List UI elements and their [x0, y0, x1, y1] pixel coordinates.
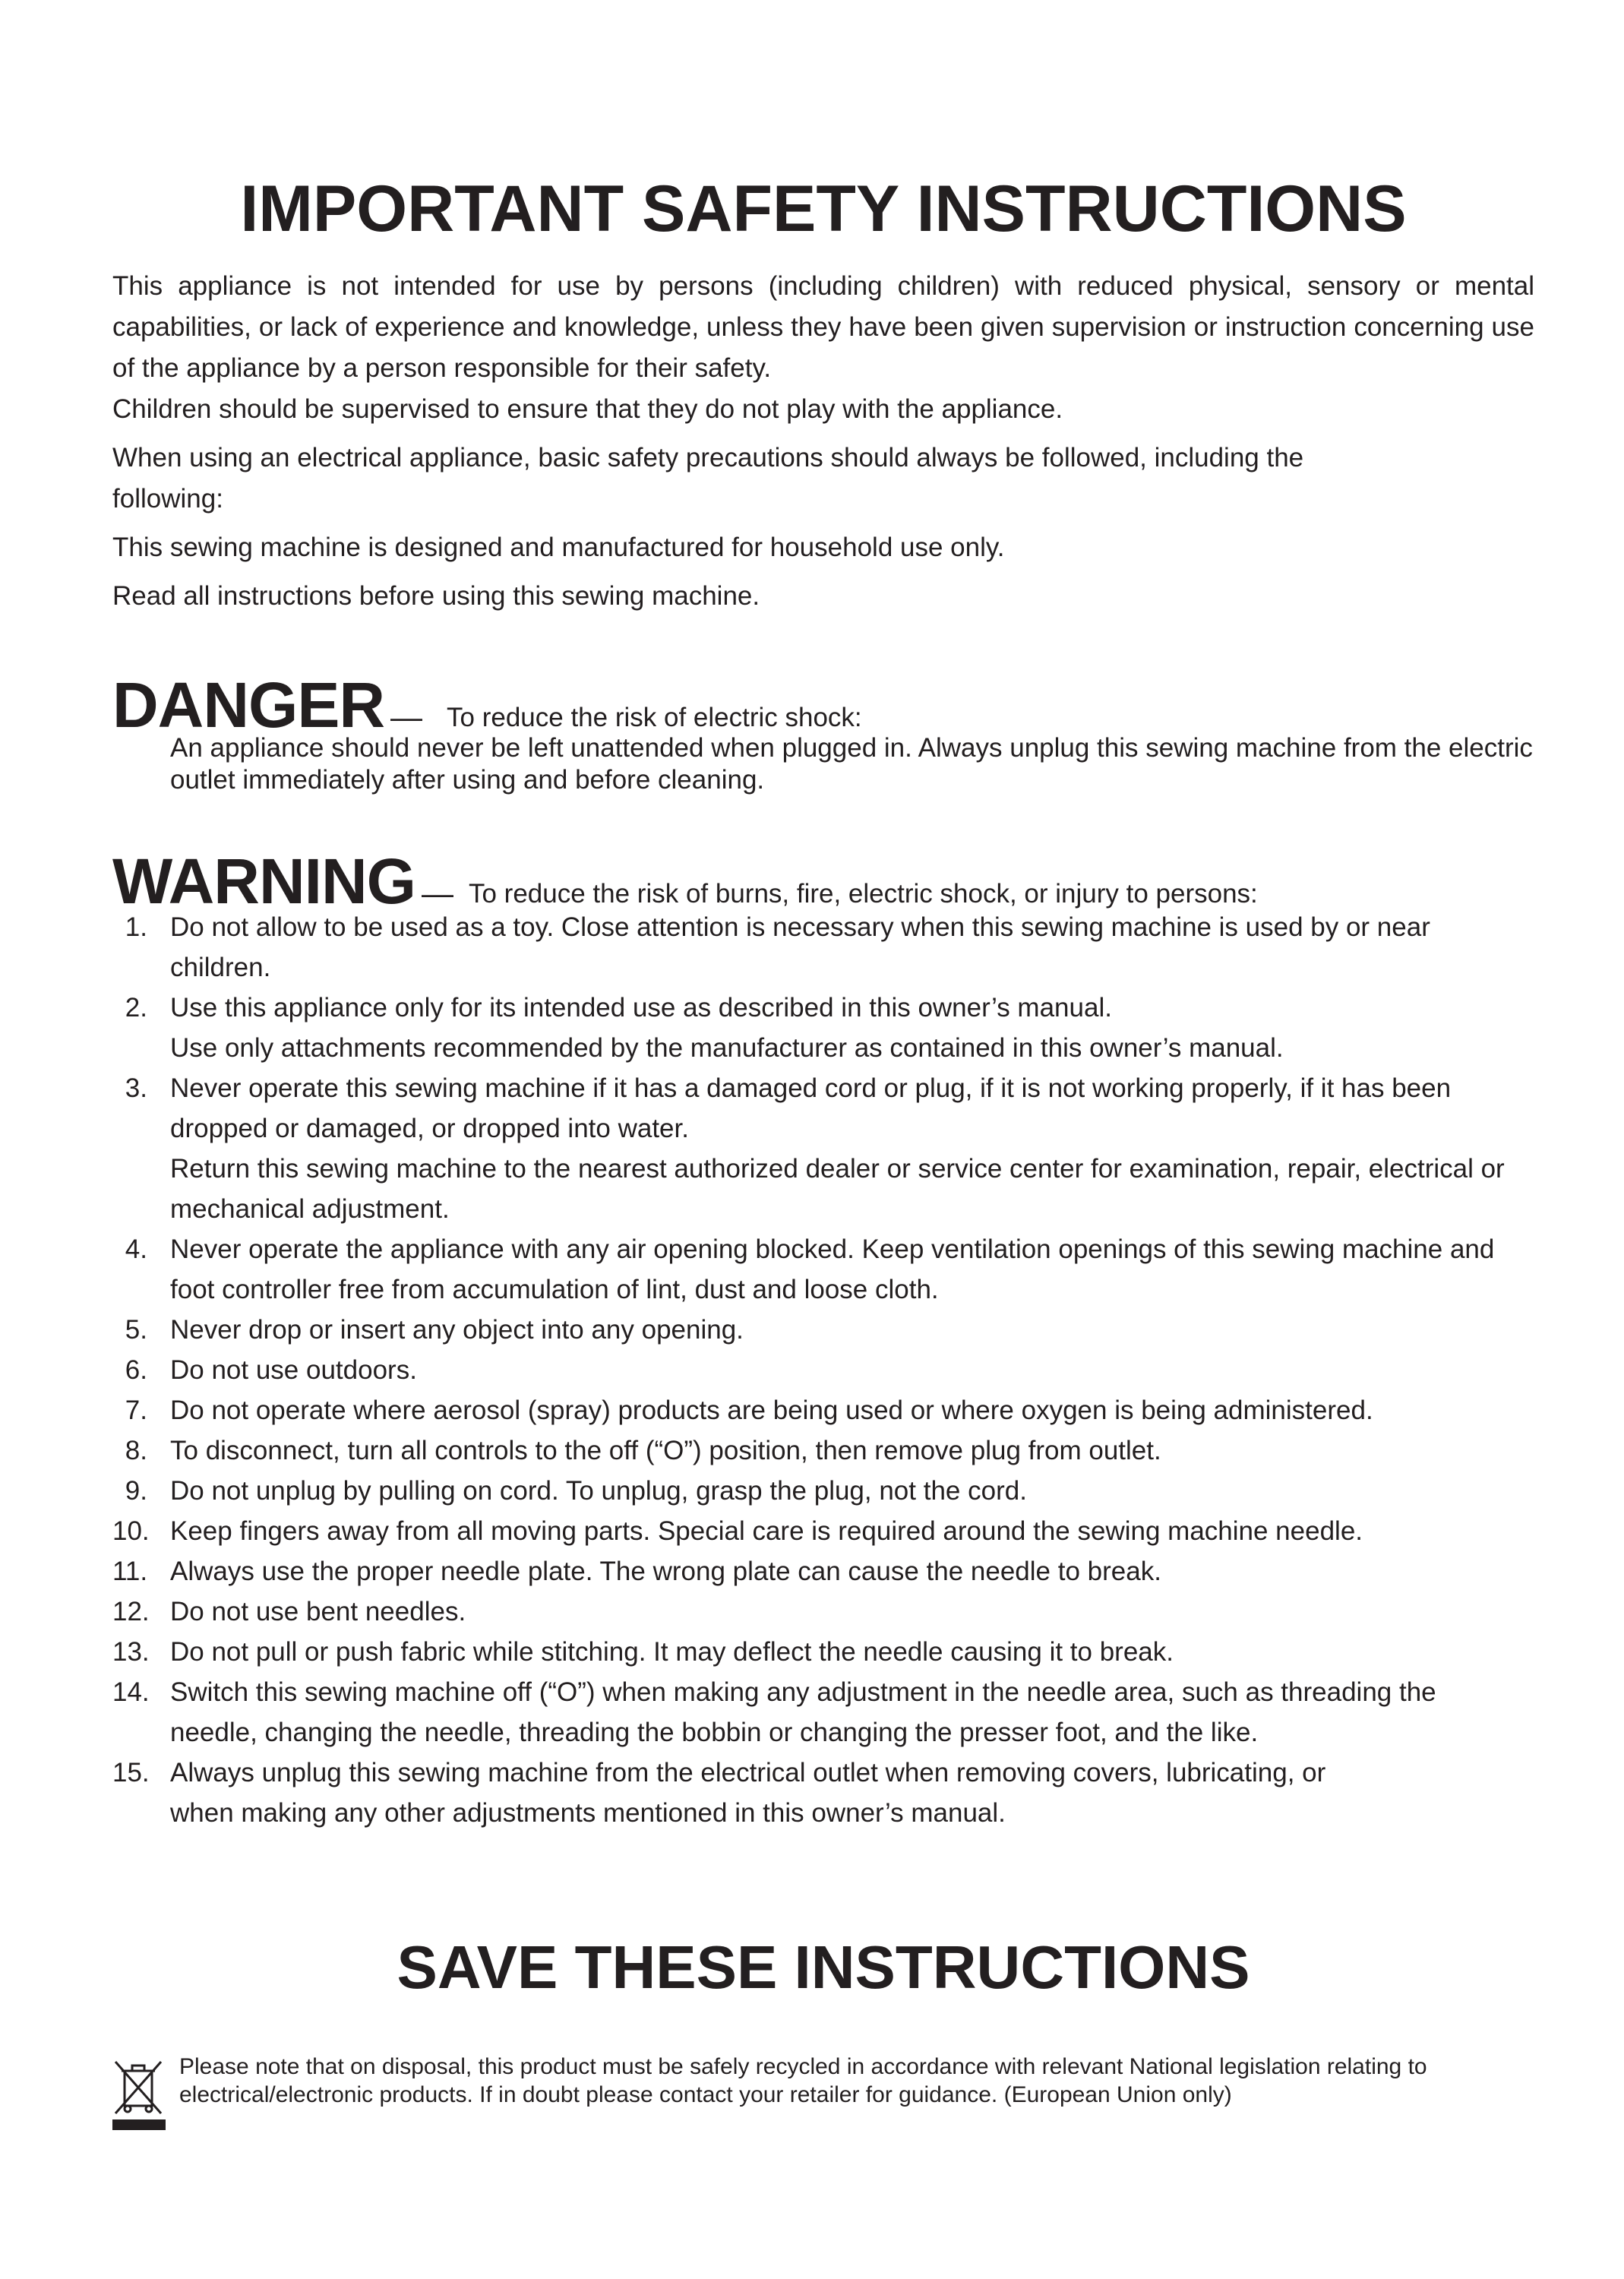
intro-paragraph-precautions: When using an electrical appliance, basic safety precautions should always be followed, including the following: — [112, 443, 1304, 514]
warning-item-number: 11. — [112, 1557, 148, 1586]
warning-item-number: 7. — [125, 1396, 147, 1425]
warning-item-line: mechanical adjustment. — [170, 1194, 450, 1224]
warning-item-line: Do not use outdoors. — [170, 1355, 417, 1385]
warning-item-8 — [112, 1430, 1534, 1471]
warning-heading-text: To reduce the risk of burns, fire, electric shock, or injury to persons: — [468, 879, 1258, 909]
intro-paragraph-household: This sewing machine is designed and manufactured for household use only. — [112, 533, 1005, 562]
warning-item-line: Do not pull or push fabric while stitching. It may deflect the needle causing it to break. — [170, 1637, 1174, 1667]
warning-item-line: when making any other adjustments mentioned in this owner’s manual. — [170, 1798, 1006, 1828]
warning-item-10 — [112, 1511, 1534, 1551]
warning-item-15 — [112, 1753, 1534, 1833]
weee-notice — [112, 2053, 1534, 2136]
warning-item-11 — [112, 1551, 1534, 1592]
warning-item-14 — [112, 1672, 1534, 1753]
warning-item-number: 13. — [112, 1637, 150, 1667]
warning-item-line: Use this appliance only for its intended use as described in this owner’s manual. — [170, 993, 1112, 1023]
warning-item-line: Always unplug this sewing machine from the electrical outlet when removing covers, lubricating, or — [170, 1758, 1326, 1787]
warning-word: WARNING — [112, 846, 415, 917]
warning-item-12 — [112, 1592, 1534, 1632]
warning-item-line: Never drop or insert any object into any opening. — [170, 1315, 744, 1345]
warning-item-6 — [112, 1350, 1534, 1390]
warning-item-line: foot controller free from accumulation of lint, dust and loose cloth. — [170, 1275, 939, 1304]
warning-item-line: Do not use bent needles. — [170, 1597, 466, 1626]
warning-item-number: 9. — [125, 1476, 147, 1506]
intro-paragraph-children: Children should be supervised to ensure that they do not play with the appliance. — [112, 394, 1063, 424]
warning-item-13 — [112, 1632, 1534, 1672]
warning-list — [112, 907, 1534, 1833]
warning-item-number: 4. — [125, 1234, 147, 1264]
warning-item-number: 15. — [112, 1758, 150, 1787]
warning-item-line: Always use the proper needle plate. The wrong plate can cause the needle to break. — [170, 1557, 1161, 1586]
crossed-out-wheelie-bin-icon — [112, 2056, 166, 2132]
warning-item-number: 2. — [125, 993, 147, 1023]
warning-item-number: 14. — [112, 1677, 150, 1707]
warning-item-line: Switch this sewing machine off (“O”) when making any adjustment in the needle area, such as threading the — [170, 1677, 1436, 1707]
warning-item-5 — [112, 1310, 1534, 1350]
warning-item-line: children. — [170, 953, 271, 982]
warning-item-number: 10. — [112, 1516, 150, 1546]
warning-item-number: 12. — [112, 1597, 150, 1626]
warning-item-line: Do not unplug by pulling on cord. To unplug, grasp the plug, not the cord. — [170, 1476, 1027, 1506]
warning-item-number: 3. — [125, 1073, 147, 1103]
save-instructions-title: SAVE THESE INSTRUCTIONS — [397, 1933, 1250, 2001]
warning-dash: — — [421, 875, 453, 911]
danger-heading — [112, 667, 1534, 743]
weee-text — [179, 2053, 1534, 2109]
warning-item-line: Never operate the appliance with any air opening blocked. Keep ventilation openings of this sewing machine and — [170, 1234, 1495, 1264]
danger-heading-text: To reduce the risk of electric shock: — [447, 703, 862, 732]
warning-item-number: 8. — [125, 1436, 147, 1465]
warning-item-line: Do not allow to be used as a toy. Close attention is necessary when this sewing machine is used by or near — [170, 912, 1430, 942]
warning-item-line: Never operate this sewing machine if it has a damaged cord or plug, if it is not working properly, if it has been — [170, 1073, 1452, 1103]
danger-word: DANGER — [112, 669, 385, 741]
danger-dash: — — [390, 699, 423, 735]
warning-item-line: To disconnect, turn all controls to the off (“O”) position, then remove plug from outlet. — [170, 1436, 1161, 1465]
page-title: IMPORTANT SAFETY INSTRUCTIONS — [240, 172, 1407, 245]
intro-paragraph-read: Read all instructions before using this sewing machine. — [112, 581, 760, 611]
warning-item-line: Keep fingers away from all moving parts. Special care is required around the sewing machine needle. — [170, 1516, 1363, 1546]
weee-text-line-2: electrical/electronic products. If in doubt please contact your retailer for guidance. (European Union only) — [179, 2082, 1232, 2107]
warning-item-number: 6. — [125, 1355, 147, 1385]
warning-item-line: Use only attachments recommended by the manufacturer as contained in this owner’s manual. — [170, 1033, 1284, 1063]
warning-item-number: 1. — [125, 912, 147, 942]
warning-item-line: Return this sewing machine to the nearest authorized dealer or service center for examination, repair, electrical or — [170, 1154, 1505, 1184]
warning-item-line: Do not operate where aerosol (spray) products are being used or where oxygen is being administered. — [170, 1396, 1373, 1425]
danger-body: An appliance should never be left unattended when plugged in. Always unplug this sewing machine from the electric outlet immediately after using and before cleaning. — [170, 733, 1533, 795]
weee-text-line-1: Please note that on disposal, this product must be safely recycled in accordance with relevant National legislation relating to — [179, 2054, 1427, 2079]
intro-section — [112, 266, 1534, 617]
warning-item-2 — [112, 988, 1534, 1068]
warning-item-line: needle, changing the needle, threading the bobbin or changing the presser foot, and the like. — [170, 1718, 1259, 1747]
warning-item-7 — [112, 1390, 1534, 1430]
intro-paragraph-capabilities: This appliance is not intended for use by persons (including children) with reduced physical, sensory or mental capabilities, or lack of experience and knowledge, unless they have been given supervision or instruction concerning use of the appliance by a person responsible for their safety. — [112, 271, 1534, 383]
warning-item-line: dropped or damaged, or dropped into water. — [170, 1114, 689, 1143]
warning-item-4 — [112, 1229, 1534, 1310]
warning-item-9 — [112, 1471, 1534, 1511]
warning-item-number: 5. — [125, 1315, 147, 1345]
warning-item-1 — [112, 907, 1534, 988]
warning-item-3 — [112, 1068, 1534, 1229]
